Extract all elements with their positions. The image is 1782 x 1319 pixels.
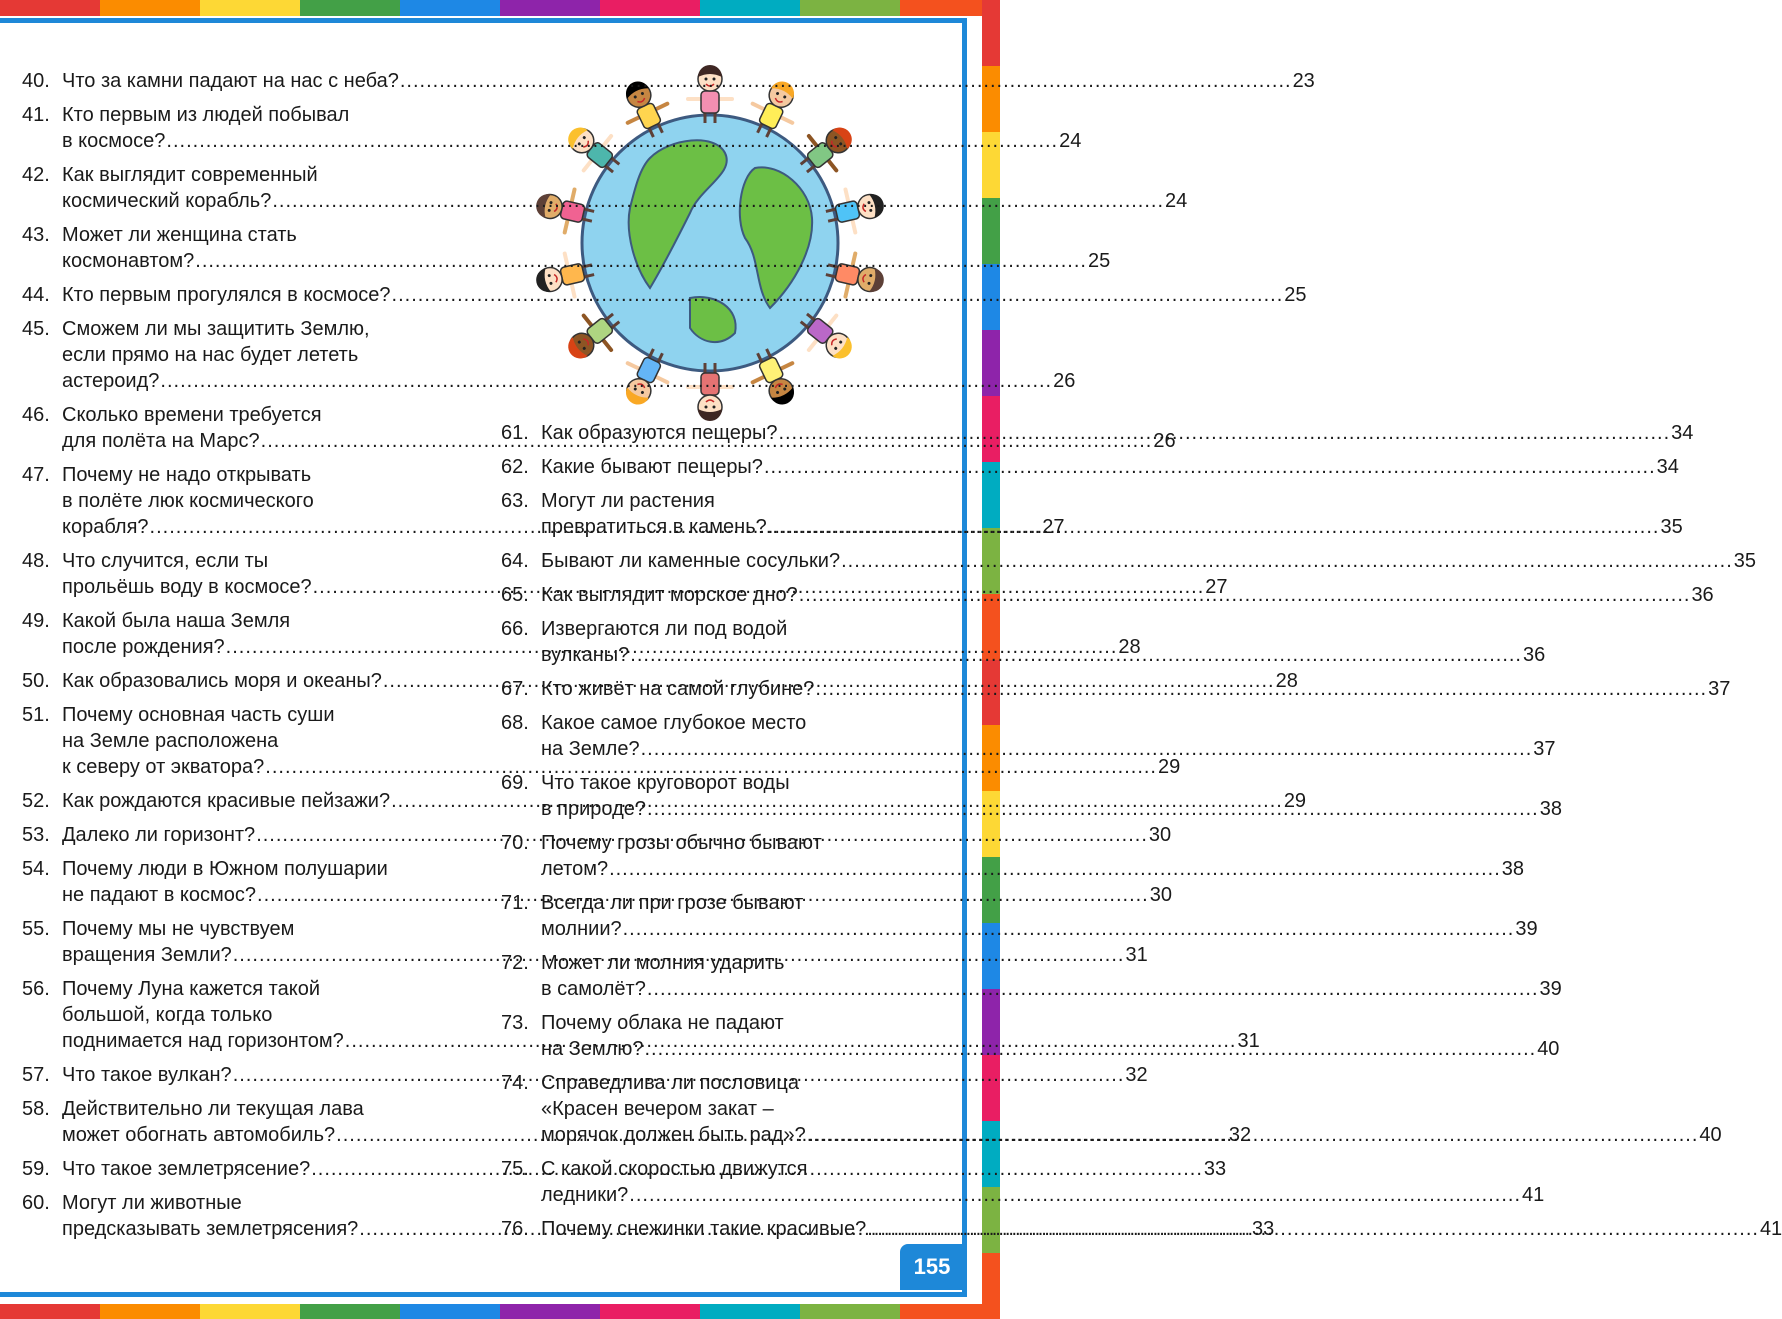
- toc-entry-number: 62.: [501, 456, 529, 478]
- toc-entry-line: [541, 1010, 1559, 1036]
- toc-entry-page: 26: [1053, 370, 1076, 392]
- stripe-segment: [0, 1304, 100, 1319]
- dot-leader: [400, 68, 1292, 94]
- stripe-segment: [100, 0, 200, 16]
- toc-entry-text: Сколько времени требуется: [62, 404, 322, 426]
- toc-entry-number: 75.: [501, 1158, 529, 1180]
- toc-entry-page: 24: [1059, 130, 1082, 152]
- page-number-badge: [900, 1244, 964, 1290]
- toc-entry-number: 68.: [501, 712, 529, 734]
- toc-entry-number: 64.: [501, 550, 529, 572]
- toc-entry-number: 55.: [22, 918, 50, 940]
- toc-entry-text: для полёта на Марс?: [62, 430, 260, 452]
- toc-entry-page: 27: [1205, 576, 1228, 598]
- dot-leader: [807, 1122, 1699, 1148]
- stripe-segment: [700, 1304, 800, 1319]
- toc-entry-line: [541, 736, 1556, 762]
- toc-entry-line: [541, 454, 1679, 480]
- toc-entry-number: 66.: [501, 618, 529, 640]
- stripe-segment: [300, 1304, 400, 1319]
- toc-entry-page: 25: [1087, 250, 1111, 272]
- toc-entry-text: предсказывать землетрясения?: [62, 1218, 359, 1240]
- stripe-segment: [900, 1304, 1000, 1319]
- toc-entry-text: Действительно ли текущая лава: [62, 1098, 364, 1120]
- toc-entry-text: космонавтом?: [62, 250, 195, 272]
- toc-entry-line: [62, 188, 1187, 214]
- dot-leader: [195, 248, 1087, 274]
- dot-leader: [166, 128, 1058, 154]
- toc-entry-number: 73.: [501, 1012, 529, 1034]
- stripe-segment: [982, 0, 1000, 66]
- toc-entry-line: [62, 316, 1075, 342]
- toc-entry-line: [541, 1070, 1722, 1096]
- toc-entry-text: корабля?: [62, 516, 149, 538]
- toc-entry-line: [541, 1036, 1559, 1062]
- toc-entry-line: [541, 976, 1562, 1002]
- toc-entry-text: Какой была наша Земля: [62, 610, 291, 632]
- toc-entry-line: [541, 514, 1683, 540]
- stripe-segment: [700, 0, 800, 16]
- toc-entry-text: Кто первым прогулялся в космосе?: [62, 284, 391, 306]
- toc-entry-text: «Красен вечером закат –: [541, 1098, 774, 1120]
- toc-entry-text: в природе?: [541, 798, 647, 820]
- stripe-segment: [600, 0, 700, 16]
- toc-entry-number: 46.: [22, 404, 50, 426]
- toc-entry-number: 47.: [22, 464, 50, 486]
- dot-leader: [867, 1216, 1759, 1242]
- toc-entry-text: превратиться в камень?: [541, 516, 767, 538]
- toc-entry-page: 35: [1660, 516, 1683, 538]
- page-number: 155: [913, 1254, 951, 1279]
- toc-entry-page: 39: [1539, 978, 1562, 1000]
- dot-leader: [815, 676, 1707, 702]
- toc-entry-line: [541, 1156, 1544, 1182]
- dot-leader: [623, 916, 1515, 942]
- stripe-segment: [400, 1304, 500, 1319]
- toc-entry-page: 34: [1656, 456, 1679, 478]
- toc-entry-page: 39: [1515, 918, 1538, 940]
- toc-entry-text: на Земле?: [541, 738, 640, 760]
- toc-entry-text: в космосе?: [62, 130, 166, 152]
- toc-entry-page: 38: [1539, 798, 1562, 820]
- toc-entry-text: Что за камни падают на нас с неба?: [62, 70, 399, 92]
- toc-entry-page: 36: [1522, 644, 1546, 666]
- toc-entry-number: 53.: [22, 824, 50, 846]
- toc-entry-page: 31: [1125, 944, 1148, 966]
- toc-entry-number: 54.: [22, 858, 50, 880]
- toc-entry-text: к северу от экватора?: [62, 756, 265, 778]
- toc-entry-text: морячок должен быть рад»?: [541, 1124, 806, 1146]
- toc-entry-line: [62, 102, 1081, 128]
- toc-entry-text: Как выглядит современный: [62, 164, 318, 186]
- stripe-segment: [800, 0, 900, 16]
- toc-entry-number: 65.: [501, 584, 529, 606]
- toc-entry-text: Что такое круговорот воды: [541, 772, 790, 794]
- toc-entry-number: 72.: [501, 952, 529, 974]
- toc-entry-text: Как рождаются красивые пейзажи?: [62, 790, 391, 812]
- toc-entry-text: космический корабль?: [62, 190, 272, 212]
- toc-entry-line: [541, 890, 1538, 916]
- toc-entry-text: Всегда ли при грозе бывают: [541, 892, 804, 914]
- toc-entry: [501, 710, 1556, 762]
- toc-entry-page: 35: [1733, 550, 1757, 572]
- toc-entry-text: Почему грозы обычно бывают: [541, 832, 822, 854]
- toc-entry-text: в полёте люк космического: [62, 490, 314, 512]
- dot-leader: [160, 368, 1052, 394]
- toc-entry-line: [541, 1096, 1722, 1122]
- toc-entry-line: [541, 830, 1524, 856]
- toc-entry-line: [62, 68, 1315, 94]
- toc-entry-page: 30: [1149, 884, 1172, 906]
- toc-entry-page: 23: [1292, 70, 1315, 92]
- dot-leader: [272, 188, 1164, 214]
- toc-entry-number: 74.: [501, 1072, 529, 1094]
- dot-leader: [647, 796, 1539, 822]
- toc-entry-number: 45.: [22, 318, 50, 340]
- toc-entry-line: [541, 420, 1693, 446]
- toc-entry: [501, 548, 1757, 574]
- dot-leader: [764, 454, 1656, 480]
- toc-entry-text: Почему снежинки такие красивые?: [541, 1218, 867, 1240]
- toc-entry-line: [62, 368, 1075, 394]
- toc-entry-page: 33: [1203, 1158, 1227, 1180]
- toc-entry-line: [541, 548, 1756, 574]
- toc-entry-text: вращения Земли?: [62, 944, 232, 966]
- dot-leader: [841, 548, 1733, 574]
- toc-entry-number: 51.: [22, 704, 50, 726]
- toc-entry-page: 24: [1165, 190, 1188, 212]
- toc-entry-number: 43.: [22, 224, 50, 246]
- toc-entry-text: Далеко ли горизонт?: [62, 824, 256, 846]
- toc-entry: [22, 316, 1076, 394]
- toc-entry-page: 27: [1042, 516, 1065, 538]
- toc-entry-text: Как образовались моря и океаны?: [62, 670, 382, 692]
- toc-entry-page: 28: [1118, 636, 1141, 658]
- dot-leader: [392, 282, 1284, 308]
- toc-entry-text: Может ли женщина стать: [62, 224, 297, 246]
- toc-entry: [22, 162, 1188, 214]
- toc-entry-page: 34: [1671, 422, 1694, 444]
- toc-entry-page: 32: [1125, 1064, 1148, 1086]
- toc-entry: [22, 68, 1315, 94]
- toc-entry-number: 61.: [501, 422, 529, 444]
- toc-entry-text: С какой скоростью движутся: [541, 1158, 808, 1180]
- toc-entry-text: ледники?: [541, 1184, 629, 1206]
- toc-entry-text: молнии?: [541, 918, 622, 940]
- stripe-segment: [800, 1304, 900, 1319]
- toc-entry-page: 25: [1284, 284, 1307, 306]
- toc-entry-number: 63.: [501, 490, 529, 512]
- toc-entry-line: [541, 1216, 1782, 1242]
- toc-entry-text: Что случится, если ты: [62, 550, 269, 572]
- toc-entry-text: Как образуются пещеры?: [541, 422, 778, 444]
- toc-entry-page: 28: [1275, 670, 1298, 692]
- toc-entry-text: может обогнать автомобиль?: [62, 1124, 336, 1146]
- toc-entry-number: 44.: [22, 284, 50, 306]
- bottom-color-stripe: [0, 1304, 1000, 1319]
- toc-entry-line: [541, 676, 1730, 702]
- toc-entry-page: 40: [1537, 1038, 1560, 1060]
- toc-entry-text: Как выглядит морское дно?: [541, 584, 798, 606]
- toc-entry-number: 70.: [501, 832, 529, 854]
- toc-entry-line: [541, 856, 1524, 882]
- toc-entry-page: 41: [1522, 1184, 1545, 1206]
- toc-entry-number: 71.: [501, 892, 529, 914]
- toc-entry-line: [541, 1182, 1544, 1208]
- toc-entry-page: 31: [1237, 1030, 1260, 1052]
- toc-entry-line: [541, 950, 1562, 976]
- dot-leader: [768, 514, 1660, 540]
- toc-entry-text: Какие бывают пещеры?: [541, 456, 763, 478]
- toc-entry-text: Какое самое глубокое место: [541, 712, 807, 734]
- toc-entry-page: 38: [1501, 858, 1525, 880]
- toc-entry-text: Бывают ли каменные сосульки?: [541, 550, 841, 572]
- stripe-segment: [200, 1304, 300, 1319]
- toc-entry-text: Почему основная часть суши: [62, 704, 335, 726]
- toc-entry-text: поднимается над горизонтом?: [62, 1030, 344, 1052]
- toc-entry-text: если прямо на нас будет лететь: [62, 344, 359, 366]
- toc-entry-number: 41.: [22, 104, 50, 126]
- toc-entry-number: 52.: [22, 790, 50, 812]
- top-color-stripe: [0, 0, 1000, 16]
- toc-entry-number: 76.: [501, 1218, 529, 1240]
- toc-entry-number: 56.: [22, 978, 50, 1000]
- toc-entry-page: 29: [1157, 756, 1181, 778]
- toc-entry-page: 41: [1759, 1218, 1782, 1240]
- toc-entry-number: 50.: [22, 670, 50, 692]
- toc-entry: [22, 222, 1111, 274]
- toc-entry-text: большой, когда только: [62, 1004, 273, 1026]
- toc-entry-page: 37: [1708, 678, 1731, 700]
- toc-entry-line: [541, 770, 1562, 796]
- toc-entry-text: Кто первым из людей побывал: [62, 104, 350, 126]
- toc-entry-number: 48.: [22, 550, 50, 572]
- toc-entry-text: астероид?: [62, 370, 160, 392]
- toc-entry-line: [62, 282, 1307, 308]
- toc-entry-page: 40: [1699, 1124, 1722, 1146]
- dot-leader: [799, 582, 1691, 608]
- dot-leader: [644, 1036, 1536, 1062]
- dot-leader: [630, 642, 1522, 668]
- toc-entry-line: [62, 342, 1075, 368]
- toc-entry-line: [541, 916, 1538, 942]
- toc-entry-page: 30: [1148, 824, 1172, 846]
- toc-entry-line: [62, 222, 1110, 248]
- toc-entry-number: 67.: [501, 678, 529, 700]
- dot-leader: [641, 736, 1533, 762]
- toc-entry-text: Могут ли животные: [62, 1192, 242, 1214]
- toc-entry-line: [541, 582, 1714, 608]
- toc-entry-number: 69.: [501, 772, 529, 794]
- toc-entry: [22, 282, 1307, 308]
- toc-entry-text: Почему люди в Южном полушарии: [62, 858, 388, 880]
- toc-entry-page: 26: [1153, 430, 1176, 452]
- toc-entry-number: 60.: [22, 1192, 50, 1214]
- toc-entry-line: [62, 162, 1187, 188]
- toc-entry-page: 36: [1691, 584, 1714, 606]
- toc-entry-text: летом?: [541, 858, 609, 880]
- stripe-segment: [400, 0, 500, 16]
- stripe-segment: [500, 0, 600, 16]
- toc-entry-page: 29: [1283, 790, 1307, 812]
- toc-entry-number: 58.: [22, 1098, 50, 1120]
- toc-entry-line: [62, 248, 1110, 274]
- toc-entry-number: 59.: [22, 1158, 50, 1180]
- toc-entry: [22, 102, 1082, 154]
- toc-entry-text: прольёшь воду в космосе?: [62, 576, 312, 598]
- dot-leader: [778, 420, 1670, 446]
- toc-entry-line: [541, 796, 1562, 822]
- toc-entry-text: Почему облака не падают: [541, 1012, 784, 1034]
- dot-leader: [629, 1182, 1521, 1208]
- toc-entry-text: Что такое вулкан?: [62, 1064, 232, 1086]
- toc-entry-text: Извергаются ли под водой: [541, 618, 788, 640]
- toc-entry-text: Может ли молния ударить: [541, 952, 785, 974]
- toc-entry-number: 49.: [22, 610, 50, 632]
- toc-entry-number: 40.: [22, 70, 50, 92]
- toc-entry-text: после рождения?: [62, 636, 225, 658]
- toc-entry-number: 42.: [22, 164, 50, 186]
- toc-entry-text: Что такое землетрясение?: [62, 1158, 311, 1180]
- toc-entry-line: [541, 642, 1545, 668]
- toc-entry: [501, 454, 1679, 480]
- toc-entry-line: [541, 616, 1545, 642]
- toc-entry-text: Почему Луна кажется такой: [62, 978, 321, 1000]
- toc-entry-line: [62, 128, 1081, 154]
- toc-entry-number: 57.: [22, 1064, 50, 1086]
- dot-leader: [609, 856, 1501, 882]
- stripe-segment: [200, 0, 300, 16]
- toc-entry-text: Могут ли растения: [541, 490, 715, 512]
- toc-entry-text: на Землю?: [541, 1038, 644, 1060]
- toc-entry-page: 32: [1228, 1124, 1252, 1146]
- toc-entry-text: Почему мы не чувствуем: [62, 918, 295, 940]
- toc-entry-text: на Земле расположена: [62, 730, 279, 752]
- dot-leader: [647, 976, 1539, 1002]
- stripe-segment: [100, 1304, 200, 1319]
- toc-entry-line: [541, 488, 1683, 514]
- stripe-segment: [300, 0, 400, 16]
- toc-entry-page: 33: [1252, 1218, 1275, 1240]
- stripe-segment: [600, 1304, 700, 1319]
- toc-entry-text: вулканы?: [541, 644, 630, 666]
- toc-entry-text: Справедлива ли пословица: [541, 1072, 799, 1094]
- toc-entry-text: в самолёт?: [541, 978, 646, 1000]
- toc-entry-line: [541, 1122, 1722, 1148]
- stripe-segment: [500, 1304, 600, 1319]
- toc-entry-text: не падают в космос?: [62, 884, 257, 906]
- toc-entry-page: 37: [1533, 738, 1556, 760]
- toc-entry-text: Почему не надо открывать: [62, 464, 312, 486]
- toc-entry-line: [541, 710, 1556, 736]
- toc-entry-text: Сможем ли мы защитить Землю,: [62, 318, 370, 340]
- toc-entry-text: Кто живёт на самой глубине?: [541, 678, 815, 700]
- stripe-segment: [0, 0, 100, 16]
